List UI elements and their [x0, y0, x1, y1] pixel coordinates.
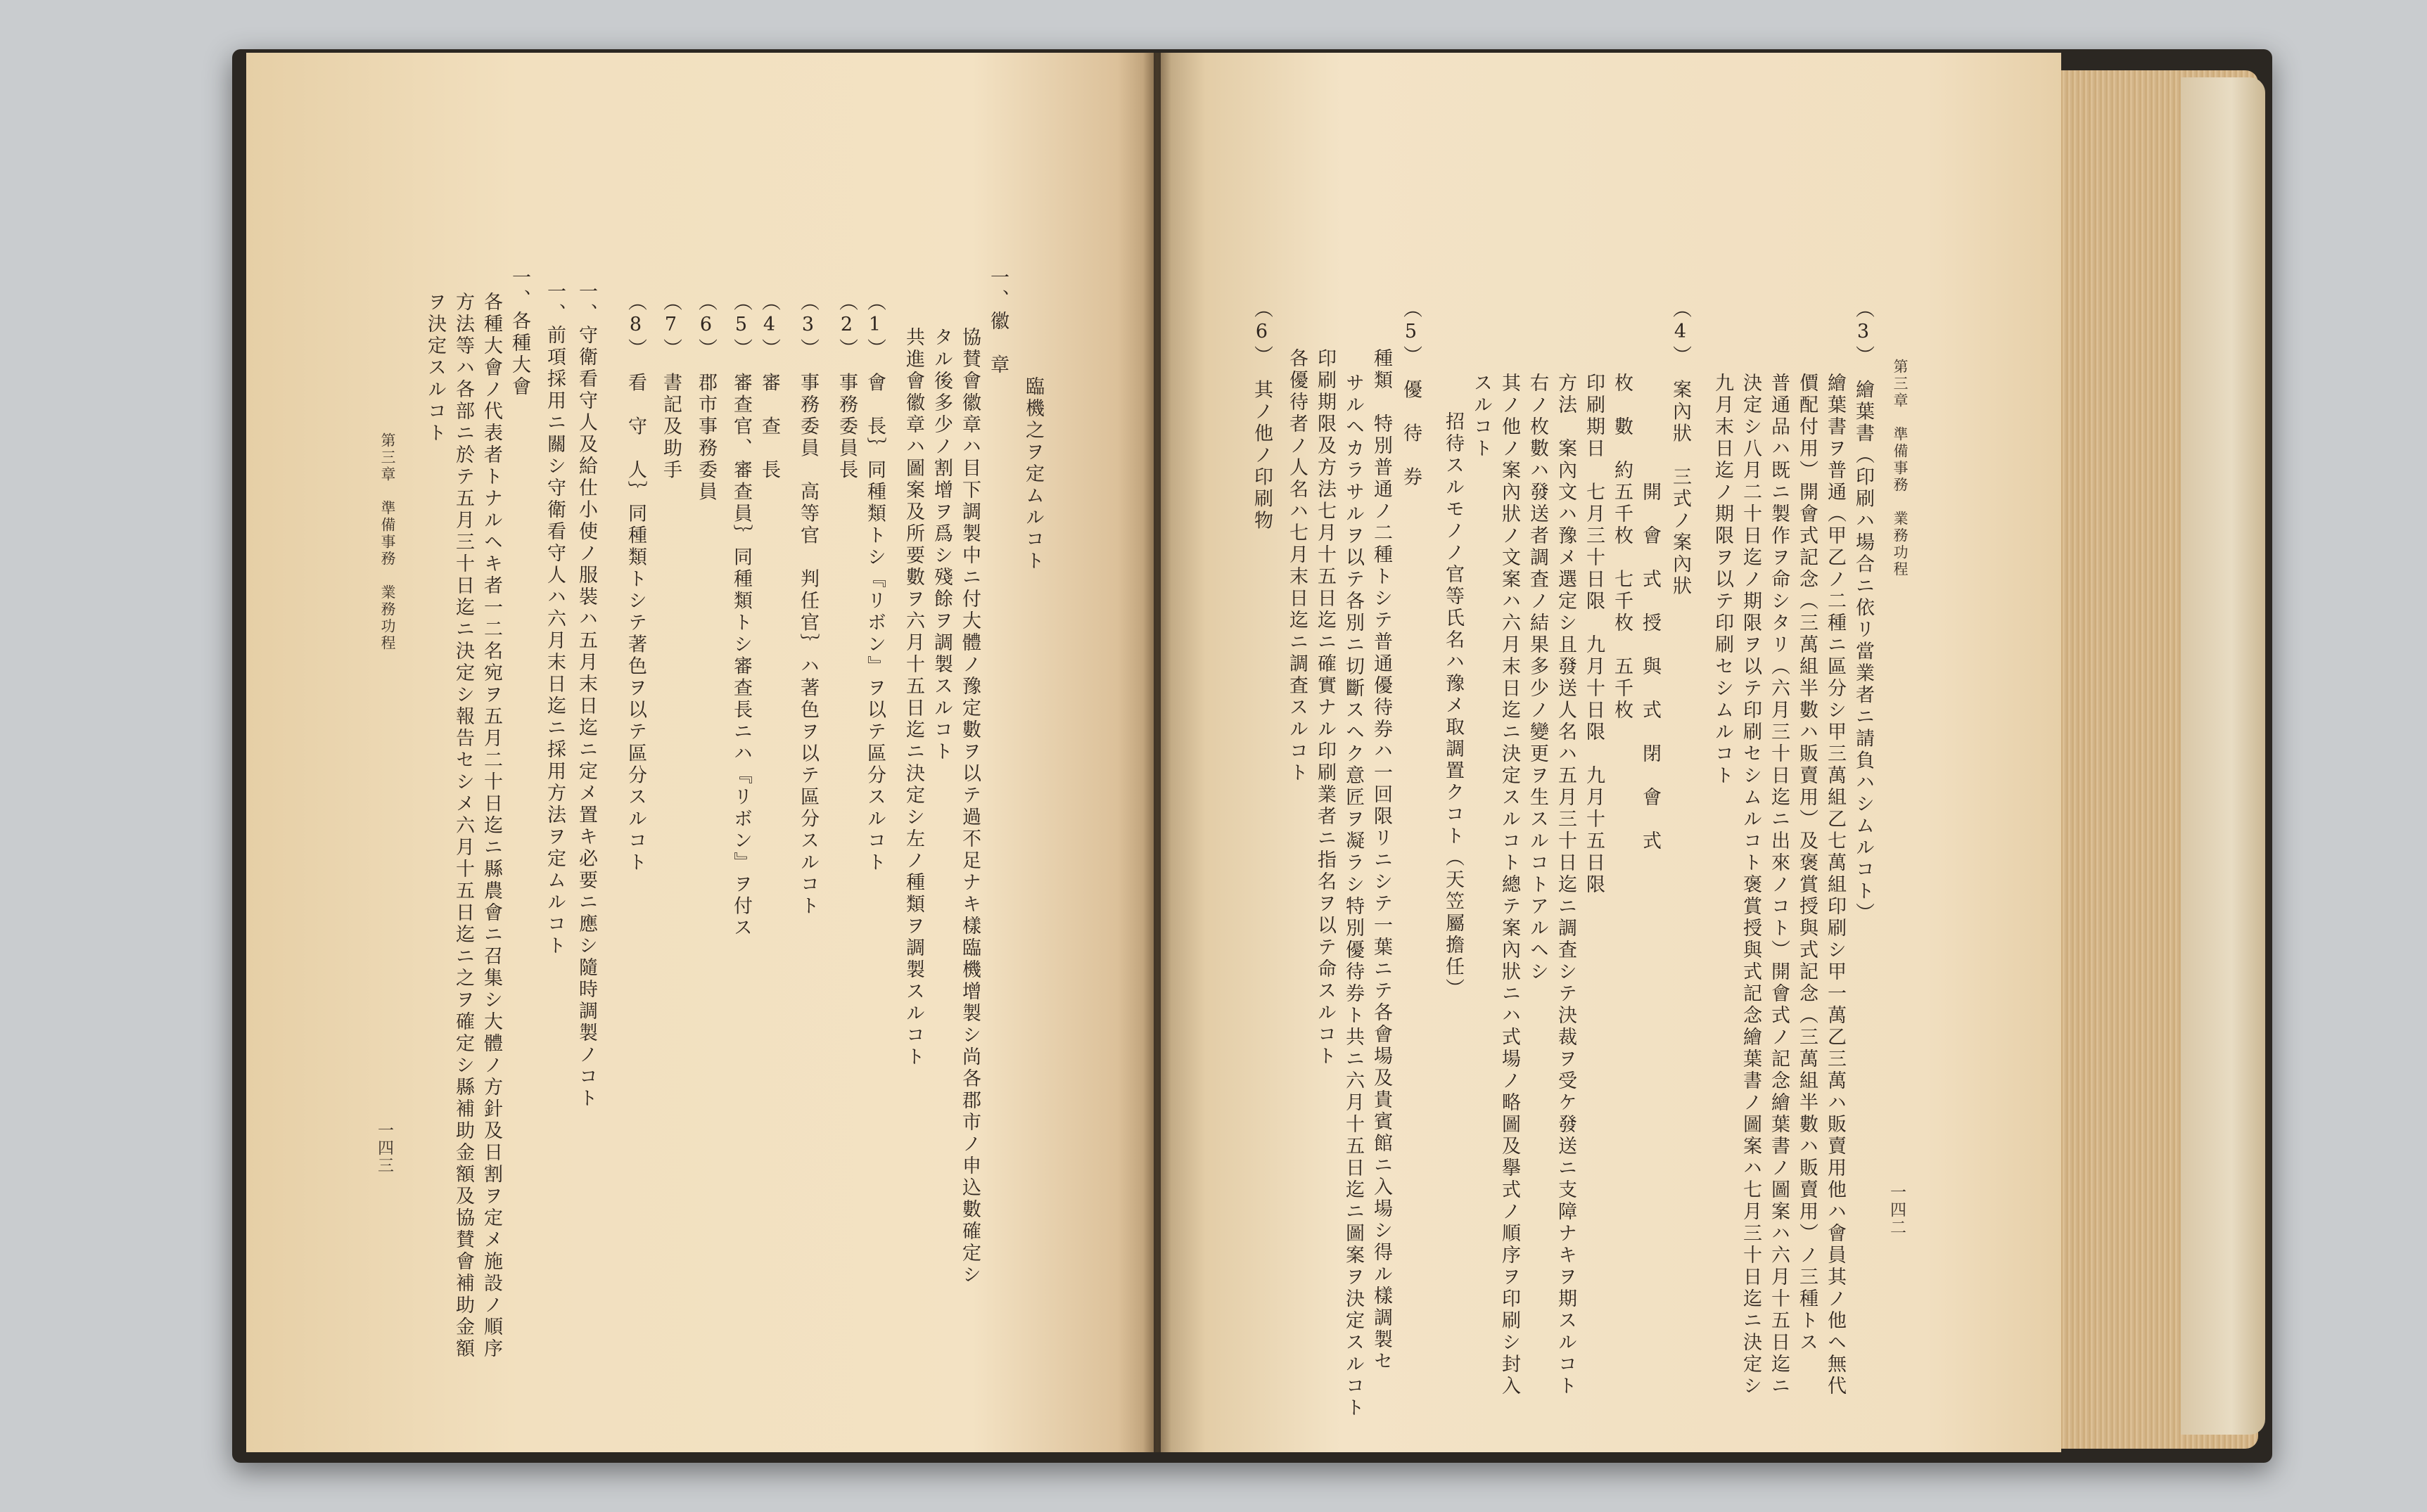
text-line: 方法 案內文ハ豫メ選定シ且發送人名ハ五月三十日迄ニ調査シテ決裁ヲ受ケ發送ニ支障ナキヲ期スルコト [1555, 373, 1576, 1397]
book-gutter [1143, 53, 1171, 1452]
text-line: （1） 會 長｝同種類トシ『リボン』ヲ以テ區分スルコト [864, 292, 886, 874]
text-line: 繪葉書ヲ普通（甲乙ノ二種ニ區分シ甲三萬組乙七萬組印刷シ甲一萬乙三萬ハ販賣用他ハ會員其ノ他ヘ無代 [1824, 373, 1846, 1397]
text-line: （3） 繪葉書（印刷ハ場合ニ依リ當業者ニ請負ハシムルコト） [1852, 299, 1874, 925]
right-page-header: 第三章 準備事務 業務功程 [1892, 359, 1909, 578]
text-line: 各種大會ノ代表者トナルヘキ者一二名宛ヲ五月二十日迄ニ縣農會ニ召集シ大體ノ方針及日割ヲ定メ施設ノ順序 [480, 292, 502, 1360]
text-line: サルヘカラサルヲ以テ各別ニ切斷スヘク意匠ヲ凝ラシ特別優待券ト共ニ六月十五日迄ニ圖案ヲ決定スルコト [1342, 373, 1364, 1419]
text-line: 開 會 式 授 與 式 閉 會 式 [1639, 482, 1661, 852]
text-line: （5） 優 待 券 [1400, 299, 1422, 489]
text-line: （4） 案內狀 三式ノ案內狀 [1669, 299, 1691, 598]
text-line: タル後多少ノ割增ヲ爲シ殘餘ヲ調製スルコト [931, 327, 953, 763]
text-line: ヲ決定スルコト [424, 292, 446, 444]
text-line: 九月末日迄ノ期限ヲ以テ印刷セシムルコト [1712, 373, 1733, 787]
text-line: 各優待者ノ人名ハ七月末日迄ニ調査スルコト [1286, 348, 1308, 784]
text-line: 臨機之ヲ定ムルコト [1022, 376, 1044, 572]
text-line: 協賛會徽章ハ目下調製中ニ付大體ノ豫定數ヲ以テ過不足ナキ樣臨機增製シ尚各郡市ノ申込數確定シ [959, 327, 981, 1286]
text-line: 一、守衛看守人及給仕小使ノ服裝ハ五月末日迄ニ定メ置キ必要ニ應シ隨時調製ノコト [575, 281, 597, 1110]
text-line: 印刷期日 七月三十日限 九月十日限 九月十五日限 [1583, 373, 1605, 896]
text-line: （3） 事務委員 高等官 判任官｝ハ著色ヲ以テ區分スルコト [797, 292, 819, 918]
right-page [1161, 53, 2061, 1452]
text-line: 招待スルモノノ官等氏名ハ豫メ取調置クコト（天笠屬擔任） [1442, 411, 1464, 1000]
left-page-number: 一四三 [375, 1122, 393, 1174]
text-line: 右ノ枚數ハ發送者調査ノ結果多少ノ變更ヲ生スルコトアルヘシ [1527, 373, 1548, 983]
text-line: 共進會徽章ハ圖案及所要數ヲ六月十五日迄ニ決定シ左ノ種類ヲ調製スルコト [903, 327, 924, 1068]
text-line: 種類 特別普通ノ二種トシテ普通優待券ハ一回限リニシテ一葉ニテ各會場及貴賓館ニ入場シ得ル樣調製セ [1370, 348, 1392, 1373]
left-page-footer: 第三章 準備事務 業務功程 [379, 433, 396, 652]
text-line: 普通品ハ既ニ製作ヲ命シタリ（六月三十日迄ニ出來ノコト）開會式ノ記念繪葉書ノ圖案ハ六月十五日迄ニ [1768, 373, 1790, 1397]
text-line: （2） 事務委員長 [836, 292, 858, 482]
back-cover-edge [2181, 77, 2265, 1435]
text-line: スルコト [1470, 373, 1492, 460]
text-line: （8） 看 守 人｝同種類トシテ著色ヲ以テ區分スルコト [625, 292, 646, 874]
text-line: 價配付用）開會式記念（三萬組半數ハ販賣用）及褒賞授與式記念（三萬組半數ハ販賣用）ノ三種トス [1796, 373, 1818, 1354]
text-line: 方法等ハ各部ニ於テ五月三十日迄ニ決定シ報告セシメ六月十五日迄ニ之ヲ確定シ縣補助金額及協賛會補助金額 [452, 292, 474, 1360]
right-page-number: 一四二 [1887, 1184, 1906, 1236]
text-line: （4） 審 查 長 [758, 292, 780, 482]
text-line: 一、徽 章 [987, 267, 1009, 376]
text-line: （7） 書記及助手 [660, 292, 682, 482]
text-line: （5） 審查官、審查員｝同種類トシ審查長ニハ『リボン』ヲ付ス [730, 292, 752, 940]
text-line: 其ノ他ノ案內狀ノ文案ハ六月末日迄ニ決定スルコト總テ案內狀ニハ式場ノ略圖及擧式ノ順序ヲ印刷シ封入 [1498, 373, 1520, 1397]
text-line: 一、前項採用ニ關シ守衛看守人ハ六月末日迄ニ採用方法ヲ定ムルコト [544, 281, 566, 957]
text-line: 枚 數 約五千枚 七千枚 五千枚 [1611, 373, 1633, 722]
left-page [246, 53, 1154, 1452]
text-line: 印刷期限及方法七月十五日迄ニ確實ナル印刷業者ニ指名ヲ以テ命スルコト [1314, 348, 1336, 1068]
text-line: 決定シ八月二十日迄ノ期限ヲ以テ印刷セシムルコト褒賞授與式記念繪葉書ノ圖案ハ七月三十日迄ニ決定シ [1740, 373, 1762, 1397]
text-line: 一、各種大會 [509, 267, 530, 398]
text-line: （6） 郡市事務委員 [695, 292, 717, 504]
text-line: （6） 其ノ他ノ印刷物 [1251, 299, 1273, 532]
